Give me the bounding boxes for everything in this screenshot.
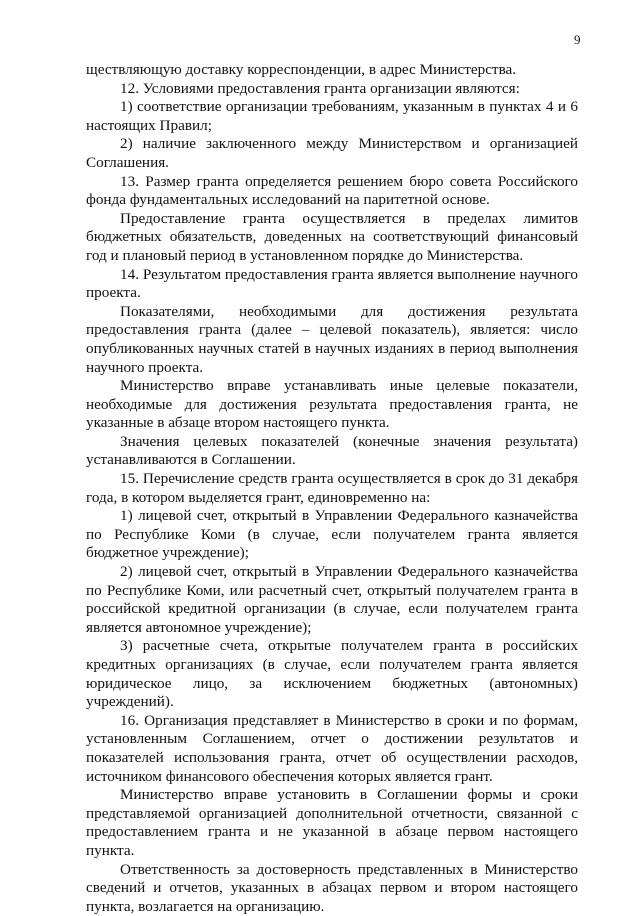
paragraph-clause-15-item-1: 1) лицевой счет, открытый в Управлении Федерального казначейства по Республике Коми (в случае, если получателем гранта является бюджетное учреждение);	[86, 507, 578, 562]
paragraph-clause-12-item-1: 1) соответствие организации требованиям, указанным в пунктах 4 и 6 настоящих Правил;	[86, 98, 578, 134]
paragraph-clause-15: 15. Перечисление средств гранта осуществляется в срок до 31 декабря года, в котором выделяется грант, единовременно на:	[86, 470, 578, 506]
paragraph-continuation: ществляющую доставку корреспонденции, в адрес Министерства.	[86, 61, 517, 78]
paragraph-clause-13: 13. Размер гранта определяется решением бюро совета Российского фонда фундаментальных исследований на паритетной основе.	[86, 172, 578, 209]
document-body	[86, 61, 578, 916]
paragraph-clause-14-values: Значения целевых показателей (конечные значения результата) устанавливаются в Соглашении.	[86, 432, 578, 469]
paragraph-clause-14: 14. Результатом предоставления гранта является выполнение научного проекта.	[86, 265, 578, 302]
paragraph-clause-16-reporting: Министерство вправе установить в Соглашении формы и сроки представляемой организацией дополнительной отчетности, связанной с предоставлением гранта и не указанной в абзаце первом настоящего пункта.	[86, 786, 578, 859]
paragraph-clause-13-limits: Предоставление гранта осуществляется в пределах лимитов бюджетных обязательств, доведенных на соответствующий финансовый год и плановый период в установленном порядке до Министерства.	[86, 209, 578, 264]
paragraph-clause-14-indicators: Показателями, необходимыми для достижения результата предоставления гранта (далее – целевой показатель), является: число опубликованных научных статей в научных изданиях в период выполнения научного проекта.	[86, 302, 578, 376]
page-number: 9	[574, 32, 581, 47]
paragraph-clause-12: 12. Условиями предоставления гранта организации являются:	[120, 79, 520, 97]
paragraph-clause-16: 16. Организация представляет в Министерство в сроки и по формам, установленным Соглашением, отчет о достижении результатов и показателей использования гранта, отчет об осуществлении расходов, источником финансового обеспечения которых является грант.	[86, 711, 578, 785]
paragraph-clause-15-item-2: 2) лицевой счет, открытый в Управлении Федерального казначейства по Республике Коми, или расчетный счет, открытый получателем гранта в российской кредитной организации (в случае, если получателем гранта является автономное учреждение);	[86, 563, 578, 636]
paragraph-clause-14-other-indicators: Министерство вправе устанавливать иные целевые показатели, необходимые для достижения результата предоставления гранта, не указанные в абзаце втором настоящего пункта.	[86, 377, 578, 432]
paragraph-clause-12-item-2: 2) наличие заключенного между Министерством и организацией Соглашения.	[86, 135, 578, 171]
paragraph-clause-15-item-3: 3) расчетные счета, открытые получателем гранта в российских кредитных организациях (в случае, если получателем гранта является юридическое лицо, за исключением бюджетных (автономных) учреждений).	[86, 637, 578, 711]
paragraph-clause-16-responsibility: Ответственность за достоверность представленных в Министерство сведений и отчетов, указанных в абзацах первом и втором настоящего пункта, возлагается на организацию.	[86, 860, 578, 915]
